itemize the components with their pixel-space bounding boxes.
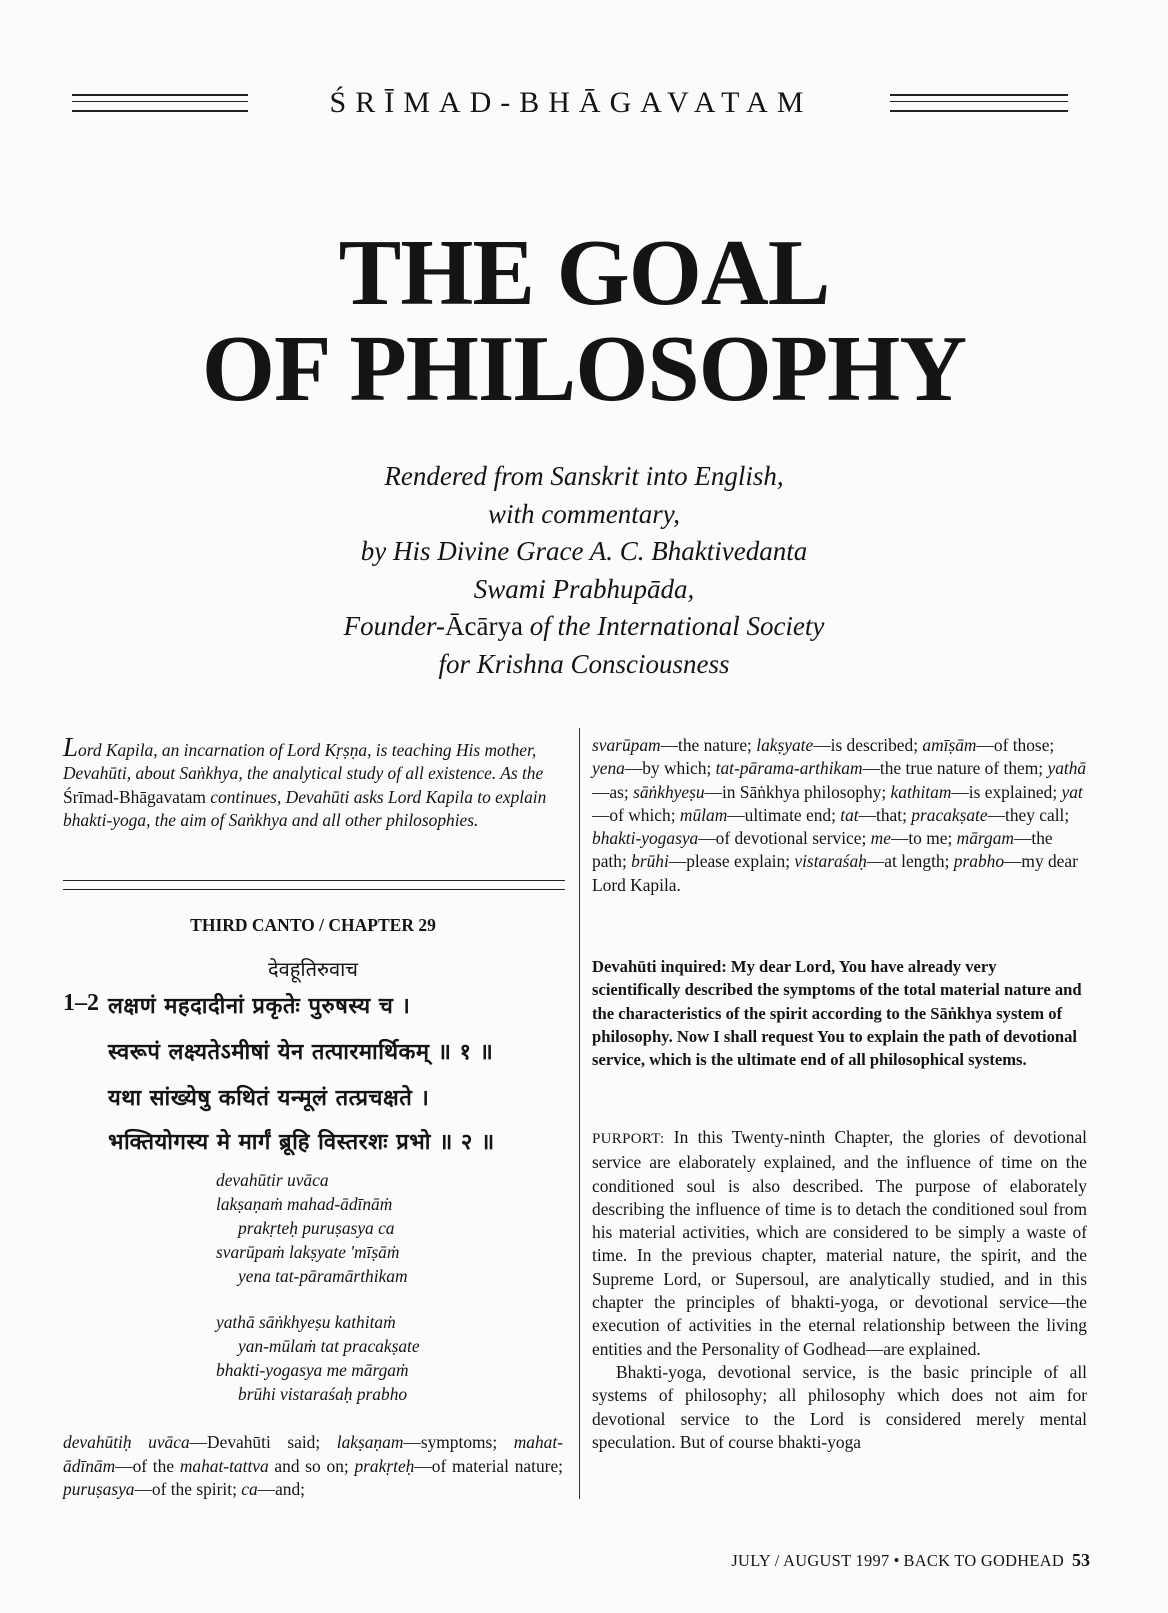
canto-heading: THIRD CANTO / CHAPTER 29	[190, 915, 436, 935]
footer-magazine: BACK TO GODHEAD	[903, 1551, 1064, 1570]
verse-number: 1–2	[63, 990, 99, 1016]
synonym-meaning: —of the spirit;	[134, 1479, 242, 1499]
intro-text-c: continues, Devahūti asks Lord Kapila to explain bhakti-yoga, the aim of Saṅkhya and all other philosophies.	[63, 786, 547, 830]
purport-paragraph	[592, 1126, 1087, 1361]
synonym-meaning: and so on;	[268, 1455, 355, 1476]
devanagari-line: लक्षणं महदादीनां प्रकृतेः पुरुषस्य च ।	[108, 994, 411, 1019]
synonym-term: devahūtiḥ uvāca	[63, 1432, 190, 1452]
synonym-term: prakṛteḥ	[354, 1455, 415, 1476]
header-rule-left	[72, 94, 248, 112]
synonym-term: yathā	[1047, 758, 1087, 779]
byline-society: of the International Society	[522, 611, 825, 641]
page-footer	[620, 1550, 1090, 1571]
synonym-term: tat	[840, 804, 859, 825]
byline-line: Rendered from Sanskrit into English,	[384, 461, 784, 491]
synonym-term: prabho	[953, 851, 1005, 872]
devanagari-line: भक्तियोगस्य मे मार्गं ब्रूहि विस्तरशः प्रभो ॥ २ ॥	[108, 1130, 495, 1155]
synonym-meaning: —at length;	[866, 851, 954, 872]
purport-text: In this Twenty-ninth Chapter, the glories of devotional service are elaborately explained, and the influence of time on the conditioned soul is also described. The purpose of elaborately describing the influence of time is to detach the conditioned soul from his material activities, which are considered to be simply a waste of time. In the previous chapter, material nature, the spirit, and the Supreme Lord, or Supersoul, are analytically studied, and in this chapter the principles of bhakti-yoga, or devotional service—the execution of activities in the eternal relationship between the living entities and the Personality of Godhead—are explained.	[592, 1127, 1087, 1359]
byline-line: by His Divine Grace A. C. Bhaktivedanta	[360, 536, 808, 566]
byline-line: for Krishna Consciousness	[438, 648, 730, 679]
synonym-term: me	[870, 828, 891, 849]
synonym-term: pracakṣate	[911, 804, 988, 825]
synonym-term: ca	[241, 1479, 258, 1499]
translit-line: brūhi vistaraśaḥ prabho	[238, 1384, 408, 1404]
footer-separator: •	[893, 1551, 900, 1570]
translit-line: prakṛteḥ puruṣasya ca	[238, 1218, 395, 1238]
byline	[234, 458, 934, 683]
section-divider	[63, 880, 565, 890]
synonym-meaning: —by which;	[624, 758, 716, 779]
synonym-meaning: —to me;	[890, 828, 957, 849]
synonym-meaning: —is described;	[813, 735, 923, 755]
footer-issue: JULY / AUGUST 1997	[731, 1551, 890, 1570]
intro-text-b: Śrīmad-Bhāgavatam	[63, 786, 206, 807]
purport	[592, 1126, 1087, 1454]
synonym-meaning: —as;	[592, 781, 634, 802]
byline-founder: Founder-	[343, 611, 446, 641]
synonym-term: kathitam	[890, 781, 952, 802]
byline-line: Swami Prabhupāda,	[473, 573, 695, 604]
synonym-meaning: —of devotional service;	[698, 828, 871, 849]
intro-text-a: ord Kapila, an incarnation of Lord Kṛṣṇa, is teaching His mother, Devahūti, about Saṅkhya, the analytical study of all existence. As the	[63, 740, 544, 784]
synonym-meaning: —of the	[115, 1455, 180, 1476]
transliteration-block-2	[216, 1310, 556, 1406]
synonym-term: tat-pārama-arthikam	[715, 758, 863, 779]
translit-line: lakṣaṇaṁ mahad-ādīnāṁ	[216, 1194, 393, 1214]
synonym-meaning: —that;	[858, 804, 912, 825]
synonym-term: yena	[592, 758, 625, 779]
verse-translation: Devahūti inquired: My dear Lord, You have already very scientifically described the symptoms of the total material nature and the characteristics of the spirit according to the Sāṅkhya system of philosophy. Now I shall request You to explain the path of devotional service, which is the ultimate end of all philosophical systems.	[592, 957, 1082, 1070]
devanagari-line: स्वरूपं लक्ष्यतेऽमीषां येन तत्पारमार्थिकम् ॥ १ ॥	[108, 1040, 494, 1065]
synonym-term: bhakti-yogasya	[592, 828, 699, 849]
synonym-meaning: —the nature;	[660, 735, 757, 755]
synonym-term: lakṣyate	[756, 735, 814, 755]
synonym-meaning: —and;	[257, 1479, 306, 1499]
page-title-line-2: OF PHILOSOPHY	[201, 317, 967, 421]
running-header: ŚRĪMAD-BHĀGAVATAM	[329, 86, 813, 119]
synonym-term: amīṣām	[922, 735, 977, 755]
purport-paragraph: Bhakti-yoga, devotional service, is the basic principle of all systems of philosophy; all philosophy which does not aim for devotional service to the Lord is considered merely mental speculation. But of course bhakti-yoga	[592, 1361, 1087, 1452]
synonym-meaning: —is explained;	[951, 781, 1062, 802]
translit-line: bhakti-yogasya me mārgaṁ	[216, 1360, 409, 1380]
page-number: 53	[1072, 1550, 1090, 1570]
synonym-meaning: —please explain;	[668, 851, 795, 872]
column-divider	[579, 728, 580, 1499]
synonym-term: sāṅkhyeṣu	[633, 781, 705, 802]
translit-line: yan-mūlaṁ tat pracakṣate	[238, 1336, 420, 1356]
synonym-term: brūhi	[631, 851, 669, 872]
synonym-term: lakṣaṇam	[336, 1432, 404, 1452]
synonym-meaning: —symptoms;	[403, 1432, 514, 1452]
synonym-term: mārgam	[956, 828, 1014, 849]
synonym-term: mahat-ādīnām	[63, 1432, 563, 1476]
translit-line: svarūpaṁ lakṣyate 'mīṣāṁ	[216, 1242, 400, 1262]
synonym-meaning: —ultimate end;	[727, 804, 841, 825]
translit-line: yena tat-pāramārthikam	[238, 1266, 408, 1286]
header-rule-right	[890, 94, 1068, 112]
page-title-line-1: THE GOAL	[338, 221, 830, 325]
translit-line: yathā sāṅkhyeṣu kathitaṁ	[216, 1312, 396, 1332]
intro-paragraph	[63, 734, 563, 832]
synonym-meaning: —the path;	[592, 828, 1053, 872]
synonym-term: svarūpam	[592, 735, 661, 755]
synonym-meaning: —my dear Lord Kapila.	[592, 851, 1078, 895]
synonym-term: mahat-tattva	[179, 1455, 269, 1476]
synonyms-left	[63, 1431, 563, 1502]
byline-line	[234, 608, 934, 646]
synonyms-right	[592, 734, 1087, 897]
purport-label: PURPORT:	[592, 1131, 665, 1147]
transliteration-block-1	[216, 1168, 556, 1288]
synonym-term: vistaraśaḥ	[794, 851, 867, 872]
synonym-meaning: —the true nature of them;	[862, 758, 1048, 779]
synonym-meaning: —of which;	[592, 804, 680, 825]
synonym-meaning: —in Sāṅkhya philosophy;	[704, 781, 891, 802]
synonym-meaning: —of those;	[976, 735, 1055, 755]
translit-line: devahūtir uvāca	[216, 1170, 329, 1190]
synonym-term: puruṣasya	[63, 1479, 135, 1499]
synonym-term: mūlam	[679, 804, 728, 825]
synonym-meaning: —they call;	[987, 804, 1070, 825]
synonym-meaning: —Devahūti said;	[189, 1432, 337, 1452]
byline-acarya: Ācārya	[445, 611, 523, 641]
synonym-meaning: —of material nature;	[414, 1455, 563, 1476]
synonym-term: yat	[1061, 781, 1083, 802]
devanagari-heading: देवहूतिरुवाच	[268, 957, 358, 981]
byline-line: with commentary,	[488, 498, 680, 529]
drop-cap: L	[63, 732, 79, 762]
devanagari-line: यथा सांख्येषु कथितं यन्मूलं तत्प्रचक्षते ।	[108, 1086, 430, 1111]
